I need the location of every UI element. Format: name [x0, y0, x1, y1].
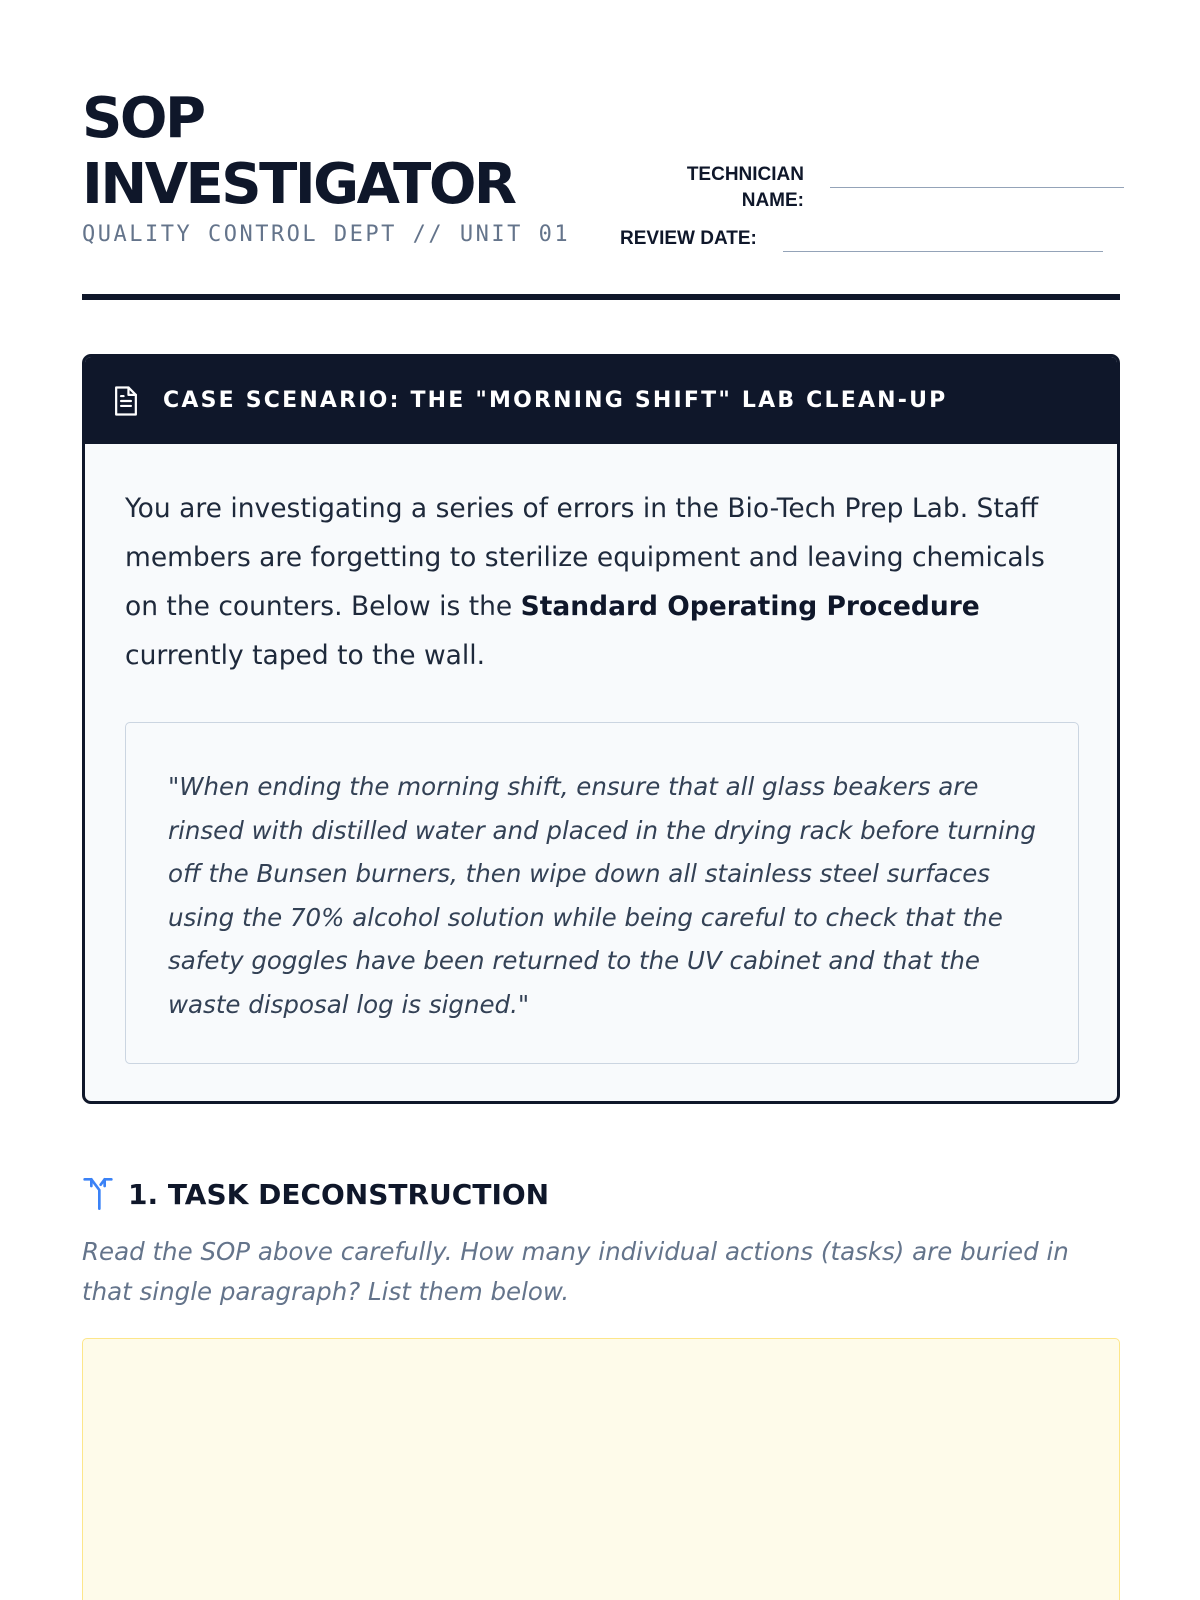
task-list-answer-area[interactable]	[82, 1338, 1120, 1600]
department-subtitle: QUALITY CONTROL DEPT // UNIT 01	[82, 222, 571, 247]
case-scenario-header	[85, 357, 1117, 444]
page-title	[82, 86, 515, 218]
case-scenario-body	[85, 444, 1117, 1064]
case-scenario-card	[82, 354, 1120, 1104]
section-1-title: 1. TASK DECONSTRUCTION	[128, 1177, 550, 1211]
scenario-intro	[125, 484, 1077, 680]
review-date-field	[620, 226, 1103, 252]
split-arrow-icon	[82, 1176, 114, 1212]
title-line-2: INVESTIGATOR	[82, 152, 515, 217]
sop-quote-box	[125, 722, 1079, 1064]
header-divider	[82, 294, 1120, 300]
intro-text-bold: Standard Operating Procedure	[520, 591, 980, 622]
review-date-input[interactable]	[783, 251, 1103, 252]
intro-text-2: currently taped to the wall.	[125, 640, 486, 671]
title-line-1: SOP	[82, 86, 204, 151]
section-1-header	[82, 1176, 549, 1212]
intro-text-1: You are investigating a series of errors in the Bio-Tech Prep Lab. Staff members are forgetting to sterilize equipment and leaving chemicals on the counters. Below is the	[125, 493, 1045, 622]
technician-name-field	[668, 162, 1124, 214]
sop-quote-text: "When ending the morning shift, ensure that all glass beakers are rinsed with distilled water and placed in the drying rack before turning off the Bunsen burners, then wipe down all stainless steel surfaces using the 70% alcohol solution while being careful to check that the safety goggles have been returned to the UV cabinet and that the waste disposal log is signed."	[168, 772, 1036, 1019]
document-icon	[111, 385, 141, 417]
technician-name-label: TECHNICIAN NAME:	[686, 164, 804, 211]
technician-name-input[interactable]	[830, 187, 1124, 188]
worksheet-header	[82, 86, 1120, 300]
section-1-instructions: Read the SOP above carefully. How many individual actions (tasks) are buried in that single paragraph? List them below.	[82, 1237, 1069, 1306]
review-date-label: REVIEW DATE:	[620, 228, 757, 249]
case-scenario-title: CASE SCENARIO: THE "MORNING SHIFT" LAB CLEAN-UP	[163, 388, 948, 413]
